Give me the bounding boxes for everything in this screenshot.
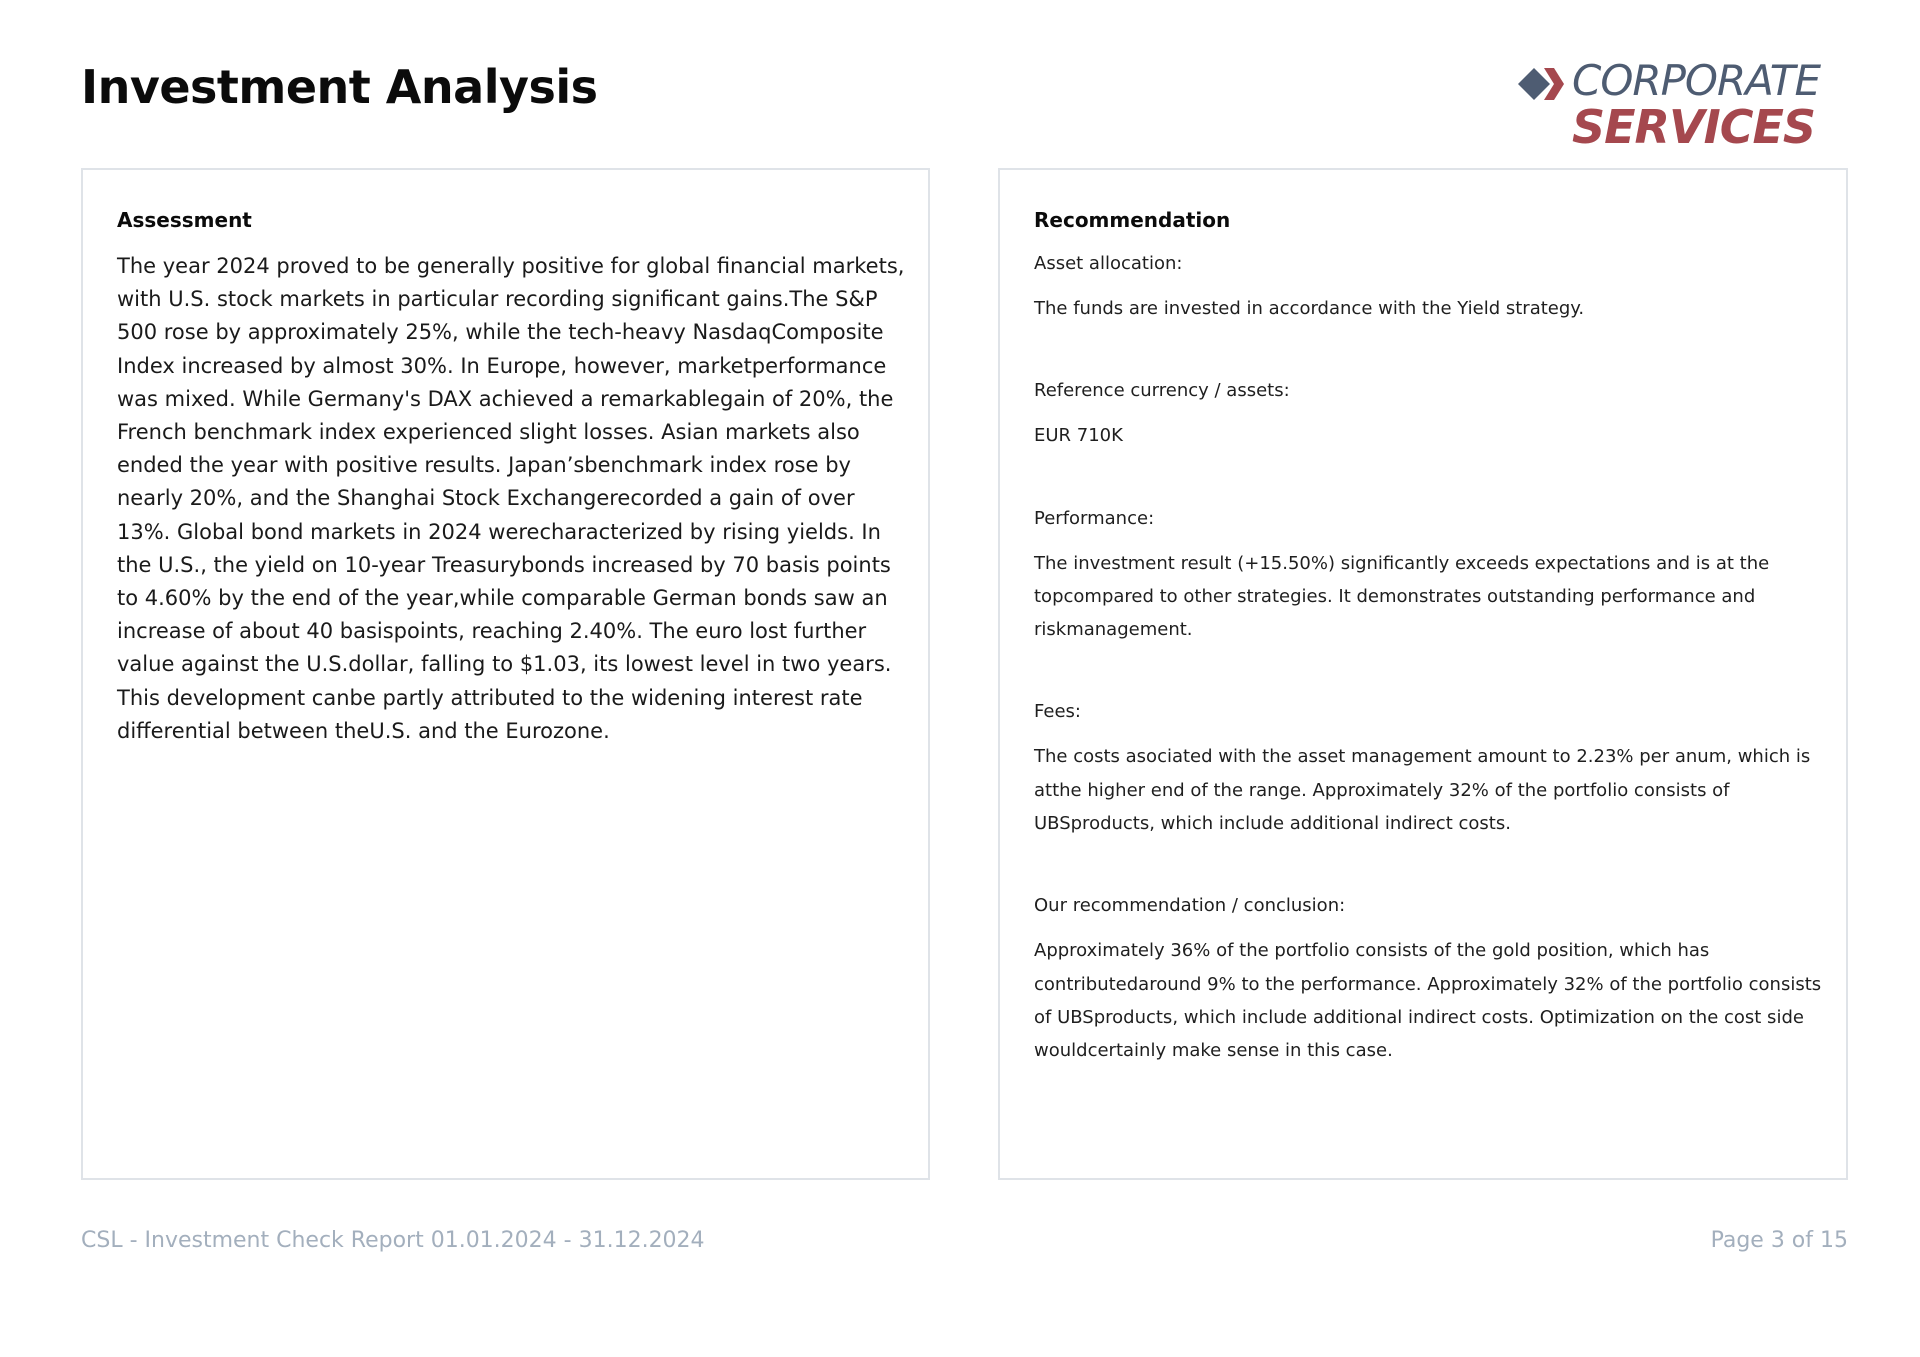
section-label: Our recommendation / conclusion: [1034,895,1346,917]
logo-text-services: SERVICES [1572,100,1816,154]
section-text: EUR 710K [1034,425,1123,447]
footer-page-number: Page 3 of 15 [1710,1228,1848,1253]
recommendation-content [1034,250,1824,1120]
assessment-heading: Assessment [117,208,252,232]
section-text: The investment result (+15.50%) significantly exceeds expectations and is at the topcompared to other strategies. It demonstrates outstanding performance and riskmanagement. [1034,552,1770,641]
section-text: Approximately 36% of the portfolio consists of the gold position, which has contributedaround 9% to the performance. Approximately 32% of the portfolio consists of UBSproducts, which include additional indirect costs. Optimization on the cost side wouldcertainly make sense in this case. [1034,940,1822,1062]
assessment-body: The year 2024 proved to be generally positive for global financial markets, with U.S. stock markets in particular recording significant gains.The S&P 500 rose by approximately 25%, while the tech-heavy NasdaqComposite Index increased by almost 30%. In Europe, however, marketperformance was mixed. While Germany's DAX achieved a remarkablegain of 20%, the French benchmark index experienced slight losses. Asian markets also ended the year with positive results. Japan’sbenchmark index rose by nearly 20%, and the Shanghai Stock Exchangerecorded a gain of over 13%. Global bond markets in 2024 werecharacterized by rising yields. In the U.S., the yield on 10-year Treasurybonds increased by 70 basis points to 4.60% by the end of the year,while comparable German bonds saw an increase of about 40 basispoints, reaching 2.40%. The euro lost further value against the U.S.dollar, falling to $1.03, its lowest level in two years. This development canbe partly attributed to the widening interest rate differential between theU.S. and the Eurozone. [117,254,905,743]
footer-report-title: CSL - Investment Check Report 01.01.2024 - 31.12.2024 [81,1228,705,1253]
section-label: Asset allocation: [1034,253,1183,274]
performance-section [1034,505,1824,647]
recommendation-heading: Recommendation [1034,208,1231,232]
page-title: Investment Analysis [81,60,598,114]
corporate-services-logo [1516,56,1856,154]
conclusion-section [1034,892,1824,1067]
recommendation-panel [998,168,1848,1180]
section-text: The funds are invested in accordance with the Yield strategy. [1034,298,1585,319]
asset-allocation-section [1034,250,1824,325]
diamond-chevron-logo-icon [1516,64,1566,104]
section-label: Performance: [1034,507,1155,529]
assessment-panel [81,168,930,1180]
logo-text-corporate: CORPORATE [1572,56,1821,105]
section-text: The costs asociated with the asset management amount to 2.23% per anum, which is atthe higher end of the range. Approximately 32% of the portfolio consists of UBSproducts, which include additional indirect costs. [1034,746,1811,835]
fees-section [1034,698,1824,840]
reference-currency-section [1034,377,1824,452]
section-label: Reference currency / assets: [1034,380,1290,402]
section-label: Fees: [1034,701,1081,723]
